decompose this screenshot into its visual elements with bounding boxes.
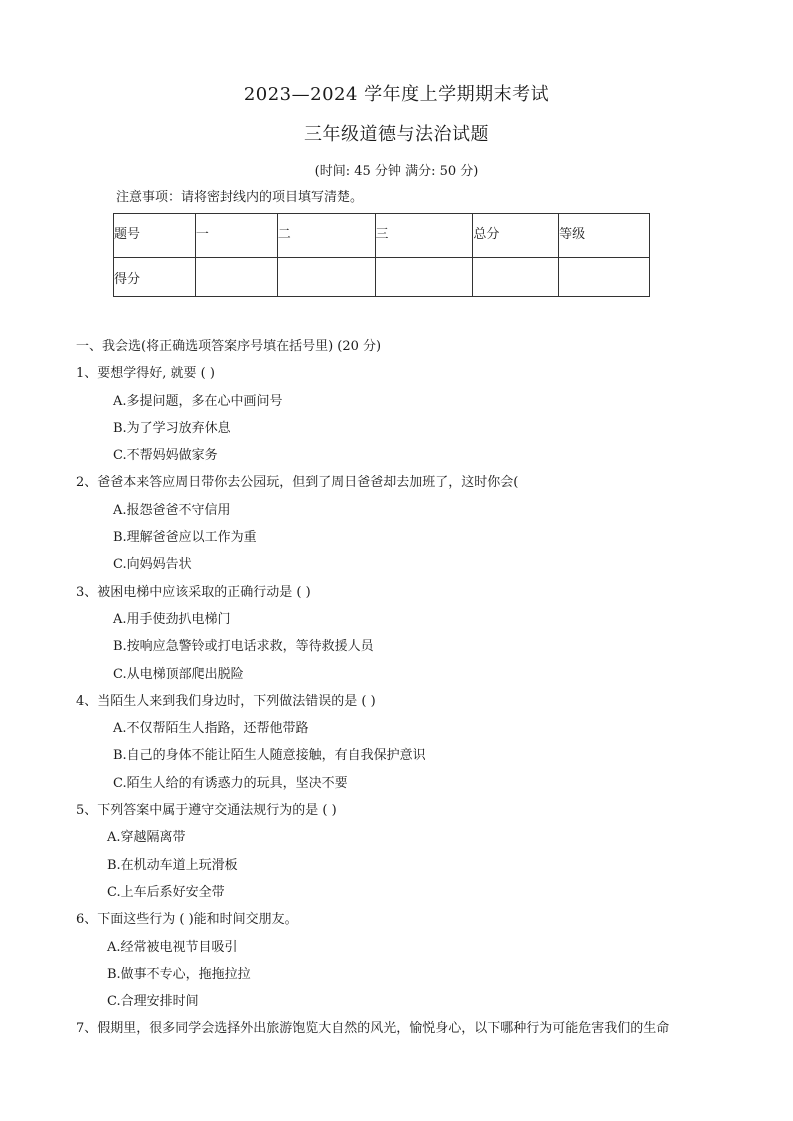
question-stem: 6、下面这些行为 ( )能和时间交朋友。 — [76, 912, 298, 928]
question-stem: 7、假期里，很多同学会选择外出旅游饱览大自然的风光，愉悦身心，以下哪种行为可能危害我们的生命 — [76, 1021, 670, 1037]
score-header-cell: 一 — [195, 214, 277, 258]
score-header-cell: 题号 — [114, 214, 196, 258]
score-header-cell: 总分 — [473, 214, 559, 258]
question-option: A.经常被电视节目吸引 — [107, 939, 238, 955]
score-table-header-row — [114, 214, 650, 258]
question-stem: 5、下列答案中属于遵守交通法规行为的是 ( ) — [76, 803, 337, 819]
question-option: A.用手使劲扒电梯门 — [113, 611, 231, 627]
question-option: B.为了学习放弃休息 — [113, 420, 231, 436]
question-option: B.按响应急警铃或打电话求救，等待救援人员 — [113, 639, 374, 655]
question-option: C.合理安排时间 — [107, 994, 199, 1010]
exam-notice: 注意事项：请将密封线内的项目填写清楚。 — [116, 190, 364, 205]
question-option: C.陌生人给的有诱惑力的玩具，坚决不要 — [113, 775, 348, 791]
question-option: B.在机动车道上玩滑板 — [107, 857, 238, 873]
question-option: A.不仅帮陌生人指路，还帮他带路 — [113, 721, 309, 737]
question-stem: 2、爸爸本来答应周日带你去公园玩，但到了周日爸爸却去加班了，这时你会( — [76, 475, 519, 491]
question-stem: 4、当陌生人来到我们身边时，下列做法错误的是 ( ) — [76, 693, 376, 709]
question-stem: 1、要想学得好, 就要 ( ) — [76, 366, 215, 382]
score-input-cell[interactable] — [559, 258, 650, 297]
section-heading: 一、我会选(将正确选项答案序号填在括号里) (20 分) — [76, 339, 382, 354]
score-input-cell[interactable] — [473, 258, 559, 297]
question-option: A.穿越隔离带 — [107, 830, 186, 846]
question-option: B.做事不专心，拖拖拉拉 — [107, 966, 251, 982]
score-input-cell[interactable] — [277, 258, 375, 297]
question-option: C.从电梯顶部爬出脱险 — [113, 666, 244, 682]
question-option: B.自己的身体不能让陌生人随意接触，有自我保护意识 — [113, 748, 426, 764]
exam-subject-title: 三年级道德与法治试题 — [304, 124, 489, 145]
score-header-cell: 等级 — [559, 214, 650, 258]
question-stem: 3、被困电梯中应该采取的正确行动是 ( ) — [76, 584, 311, 600]
score-header-cell: 二 — [277, 214, 375, 258]
section-choice-questions — [76, 333, 736, 1043]
exam-time-info: (时间: 45 分钟 满分: 50 分) — [314, 164, 479, 179]
question-option: B.理解爸爸应以工作为重 — [113, 530, 257, 546]
score-header-cell: 三 — [375, 214, 473, 258]
score-table — [113, 213, 650, 297]
score-table-score-row — [114, 258, 650, 297]
exam-title: 2023—2024 学年度上学期期末考试 — [243, 84, 550, 105]
score-input-cell[interactable] — [375, 258, 473, 297]
question-option: C.向妈妈告状 — [113, 557, 192, 573]
score-row-label: 得分 — [114, 258, 196, 297]
question-option: A.多提问题，多在心中画问号 — [113, 393, 283, 409]
score-input-cell[interactable] — [195, 258, 277, 297]
question-option: C.不帮妈妈做家务 — [113, 448, 218, 464]
question-option: A.报怨爸爸不守信用 — [113, 502, 231, 518]
question-option: C.上车后系好安全带 — [107, 884, 225, 900]
